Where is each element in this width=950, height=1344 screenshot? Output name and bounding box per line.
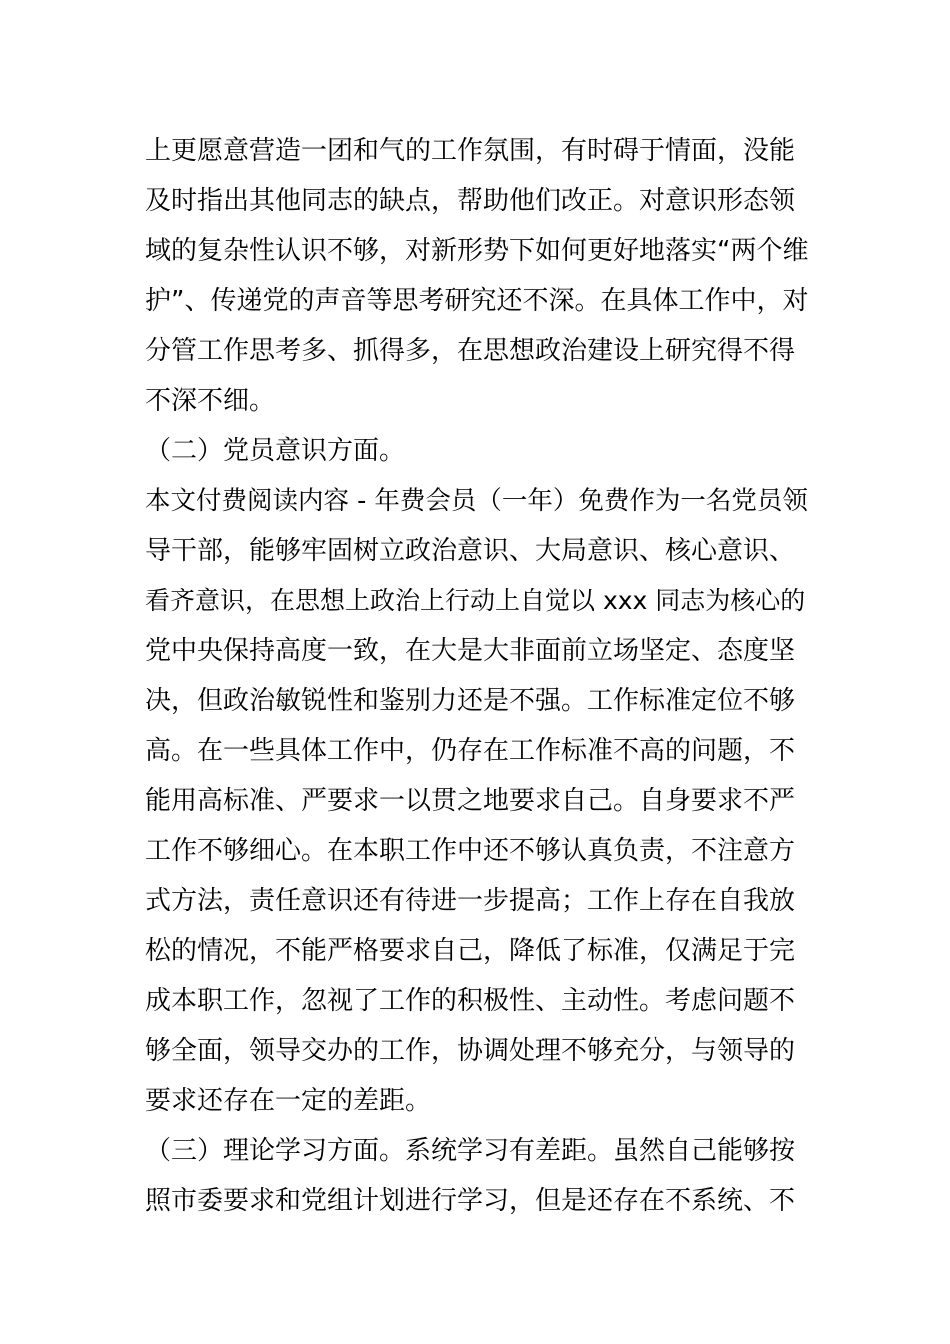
text-line: 工作不够细心。在本职工作中还不够认真负责，不注意方 — [145, 836, 796, 866]
text-line: 护”、传递党的声音等思考研究还不深。在具体工作中，对 — [145, 286, 809, 316]
text-line: 不深不细。 — [145, 386, 276, 416]
text-line: 松的情况，不能严格要求自己，降低了标准，仅满足于完 — [145, 936, 796, 966]
text-line: 域的复杂性认识不够，对新形势下如何更好地落实“两个维 — [145, 236, 809, 266]
text-line: 决，但政治敏锐性和鉴别力还是不强。工作标准定位不够 — [145, 686, 796, 716]
text-line: 式方法，责任意识还有待进一步提高；工作上存在自我放 — [145, 886, 796, 916]
text-line: 高。在一些具体工作中，仍存在工作标准不高的问题，不 — [145, 736, 796, 766]
document-body — [145, 126, 810, 1226]
text-line: 照市委要求和党组计划进行学习，但是还存在不系统、不 — [145, 1186, 796, 1216]
text-line: 要求还存在一定的差距。 — [145, 1086, 432, 1116]
text-line: 成本职工作，忽视了工作的积极性、主动性。考虑问题不 — [145, 986, 796, 1016]
text-line: 分管工作思考多、抓得多，在思想政治建设上研究得不得 — [145, 336, 796, 366]
section-heading: （二）党员意识方面。 — [145, 436, 406, 466]
text-line: 党中央保持高度一致，在大是大非面前立场坚定、态度坚 — [145, 636, 796, 666]
text-line: 能用高标准、严要求一以贯之地要求自己。自身要求不严 — [145, 786, 796, 816]
text-line: 本文付费阅读内容 - 年费会员（一年）免费作为一名党员领 — [145, 486, 808, 516]
text-line: 导干部，能够牢固树立政治意识、大局意识、核心意识、 — [145, 536, 796, 566]
text-line: 看齐意识，在思想上政治上行动上自觉以 xxx 同志为核心的 — [145, 586, 806, 615]
text-line: 上更愿意营造一团和气的工作氛围，有时碍于情面，没能 — [145, 136, 796, 166]
text-line: 够全面，领导交办的工作，协调处理不够充分，与领导的 — [145, 1036, 796, 1066]
text-line: （三）理论学习方面。系统学习有差距。虽然自己能够按 — [145, 1136, 796, 1166]
text-line: 及时指出其他同志的缺点，帮助他们改正。对意识形态领 — [145, 186, 796, 216]
